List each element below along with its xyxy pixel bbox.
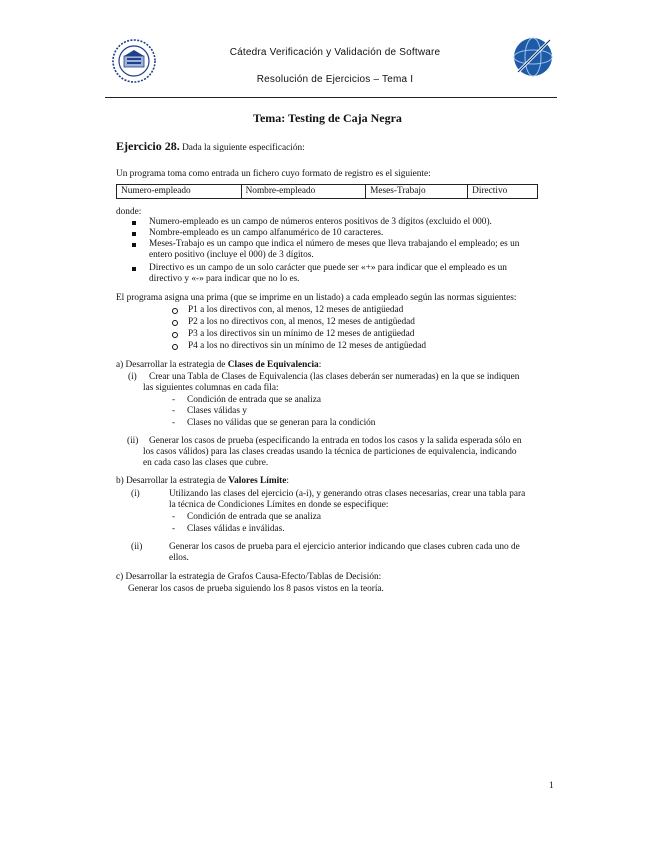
section-a-i-text: las siguientes columnas en cada fila: bbox=[143, 383, 279, 393]
section-a-heading bbox=[116, 360, 321, 371]
table-cell: Nombre-empleado bbox=[241, 185, 366, 199]
exercise-intro: Dada la siguiente especificación: bbox=[182, 143, 305, 153]
globe-pen-logo bbox=[510, 34, 556, 80]
dash-bullet-icon: - bbox=[172, 512, 176, 522]
rules-intro: El programa asigna una prima (que se imprime en un listado) a cada empleado según las normas siguientes: bbox=[116, 293, 517, 303]
page-number: 1 bbox=[549, 781, 554, 791]
record-format-table bbox=[116, 184, 538, 199]
section-a-suffix: : bbox=[318, 360, 322, 370]
table-cell: Meses-Trabajo bbox=[366, 185, 468, 199]
table-row bbox=[117, 185, 538, 199]
dash-bullet-icon: - bbox=[172, 395, 176, 405]
table-cell: Directivo bbox=[468, 185, 538, 199]
spec-intro: Un programa toma como entrada un fichero cuyo formato de registro es el siguiente: bbox=[116, 169, 431, 179]
section-b-ii-text: Generar los casos de prueba para el ejercicio anterior indicando que clases cubren cada uno de bbox=[169, 542, 520, 552]
section-b-i-label: (i) bbox=[131, 489, 140, 499]
section-b-ii-label: (ii) bbox=[131, 542, 143, 552]
section-a-ii-text: en cada caso las clases que cubre. bbox=[143, 458, 269, 468]
list-item: Clases no válidas que se generan para la condición bbox=[187, 418, 376, 428]
list-item: Meses-Trabajo es un campo que indica el número de meses que lleva trabajando el empleado; es un bbox=[149, 239, 520, 249]
dash-bullet-icon: - bbox=[172, 524, 176, 534]
section-a-i-text: Crear una Tabla de Clases de Equivalencia (las clases deberán ser numeradas) en la que se indiquen bbox=[149, 372, 520, 382]
university-seal-logo bbox=[111, 38, 157, 84]
document-subtitle: Resolución de Ejercicios – Tema I bbox=[256, 74, 414, 85]
section-c-heading: c) Desarrollar la estrategia de Grafos Causa-Efecto/Tablas de Decisión: bbox=[116, 572, 382, 582]
section-b-suffix: : bbox=[286, 476, 289, 486]
section-a-ii-text: Generar los casos de prueba (especificando la entrada en todos los casos y la salida esperada sólo en bbox=[149, 436, 522, 446]
donde-label: donde: bbox=[116, 207, 142, 217]
section-a-bold: Clases de Equivalencia bbox=[227, 360, 319, 370]
section-a-i-label: (i) bbox=[128, 372, 137, 382]
section-b-prefix: b) Desarrollar la estrategia de bbox=[116, 476, 229, 486]
section-a-prefix: a) Desarrollar la estrategia de bbox=[116, 360, 228, 370]
section-a-ii-label: (ii) bbox=[127, 436, 139, 446]
bullet-icon bbox=[132, 267, 136, 271]
circle-bullet-icon bbox=[172, 308, 178, 314]
section-c-text: Generar los casos de prueba siguiendo los 8 pasos vistos en la teoría. bbox=[128, 584, 384, 594]
section-a-ii-text: los casos válidos) para las clases creadas usando la técnica de particiones de equivalencia, indicando bbox=[143, 447, 517, 457]
section-b-i-text: la técnica de Condiciones Límites en donde se especifique: bbox=[169, 500, 389, 510]
exercise-heading bbox=[116, 141, 305, 154]
list-item: P4 a los no directivos sin un mínimo de 12 meses de antigüedad bbox=[188, 341, 427, 351]
list-item-continuation: entero positivo (incluye el 000) de 3 dígitos. bbox=[149, 250, 314, 260]
bullet-icon bbox=[132, 232, 136, 236]
list-item-continuation: directivo y «-» para indicar que no lo es. bbox=[149, 274, 300, 284]
section-b-ii-text: ellos. bbox=[169, 553, 189, 563]
list-item: Numero-empleado es un campo de números enteros positivos de 3 dígitos (excluido el 000). bbox=[149, 217, 492, 227]
exercise-label: Ejercicio 28. bbox=[116, 139, 180, 153]
section-b-heading bbox=[116, 476, 289, 487]
header-divider bbox=[105, 97, 557, 98]
list-item: Condición de entrada que se analiza bbox=[187, 512, 321, 522]
circle-bullet-icon bbox=[172, 332, 178, 338]
list-item: Nombre-empleado es un campo alfanumérico de 10 caracteres. bbox=[149, 228, 384, 238]
course-title: Cátedra Verificación y Validación de Software bbox=[229, 47, 441, 58]
circle-bullet-icon bbox=[172, 320, 178, 326]
table-cell: Numero-empleado bbox=[117, 185, 242, 199]
list-item: P1 a los directivos con, al menos, 12 meses de antigüedad bbox=[188, 305, 404, 315]
dash-bullet-icon: - bbox=[172, 418, 176, 428]
list-item: Directivo es un campo de un solo carácter que puede ser «+» para indicar que el empleado es un bbox=[149, 263, 507, 273]
topic-title: Tema: Testing de Caja Negra bbox=[253, 111, 402, 125]
dash-bullet-icon: - bbox=[172, 406, 176, 416]
section-b-bold: Valores Límite bbox=[228, 476, 287, 486]
list-item: Condición de entrada que se analiza bbox=[187, 395, 321, 405]
bullet-icon bbox=[132, 221, 136, 225]
section-b-i-text: Utilizando las clases del ejercicio (a-i), y generando otras clases necesarias, crear una tabla para bbox=[169, 489, 526, 499]
list-item: Clases válidas e inválidas. bbox=[187, 524, 285, 534]
bullet-icon bbox=[132, 243, 136, 247]
list-item: P3 a los directivos sin un mínimo de 12 meses de antigüedad bbox=[188, 329, 415, 339]
list-item: Clases válidas y bbox=[187, 406, 247, 416]
circle-bullet-icon bbox=[172, 344, 178, 350]
list-item: P2 a los no directivos con, al menos, 12 meses de antigüedad bbox=[188, 317, 415, 327]
